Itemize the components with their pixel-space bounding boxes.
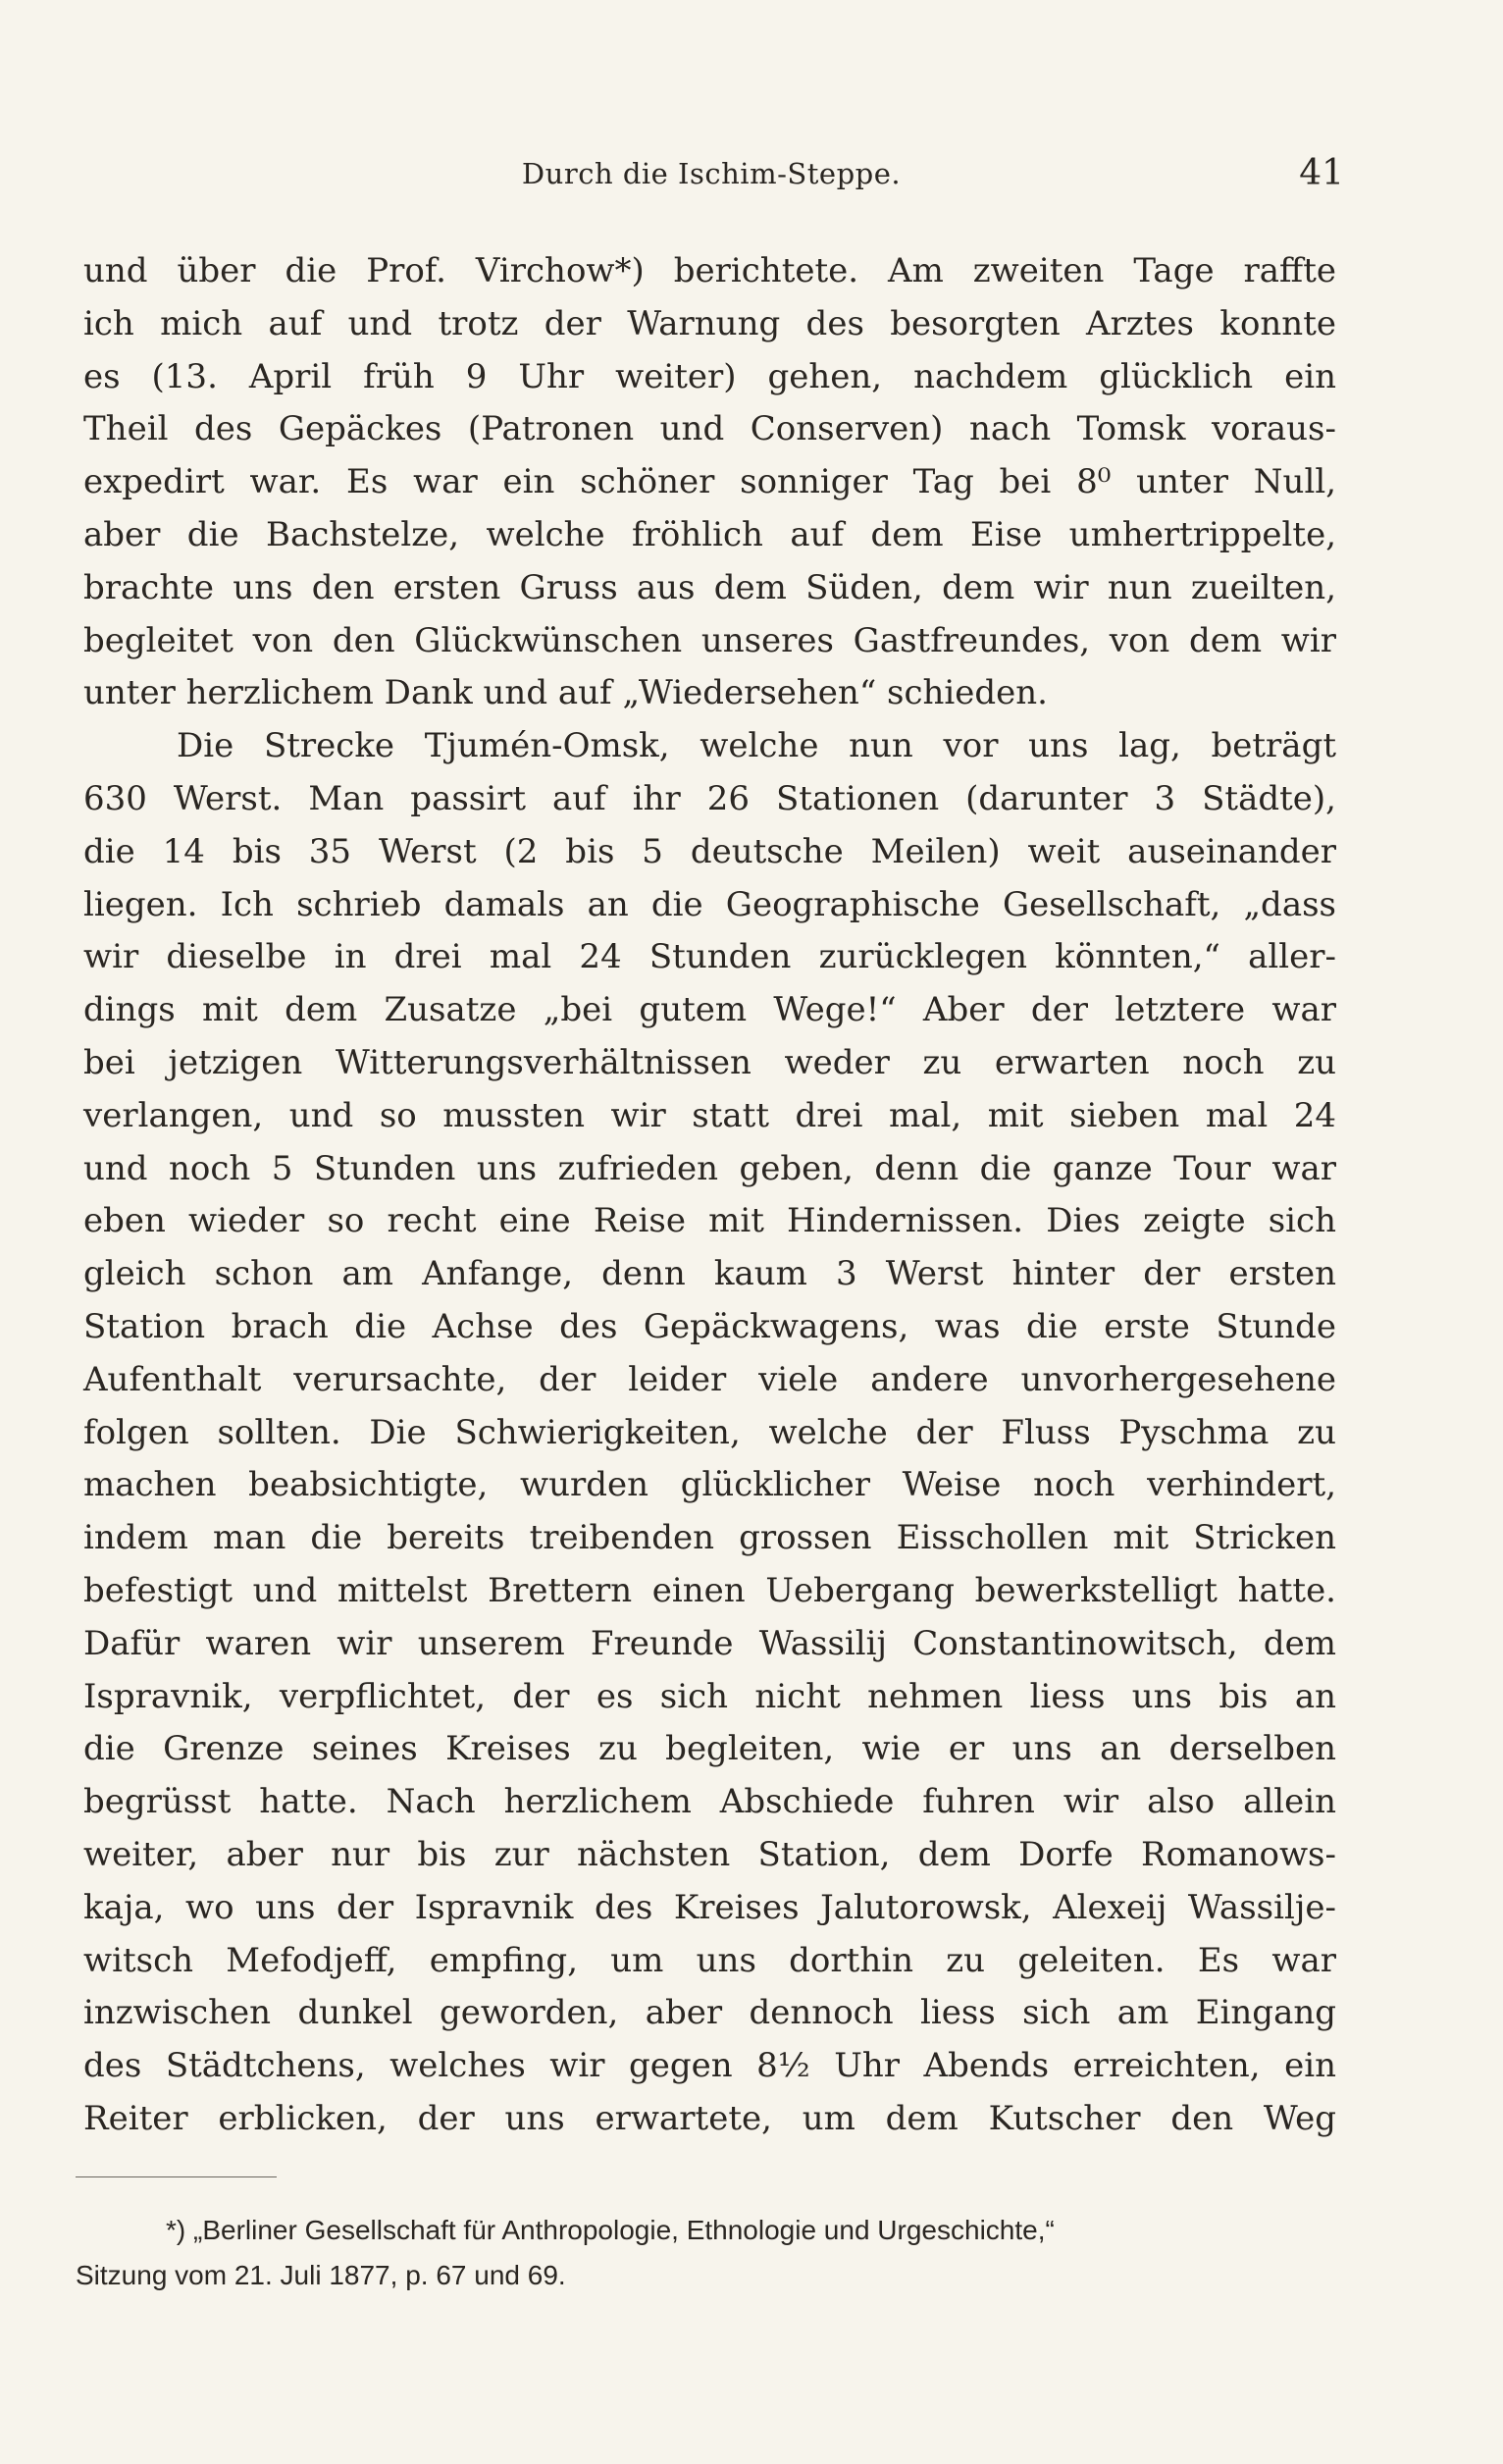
text-line: machen beabsichtigte, wurden glücklicher Weise noch verhindert, bbox=[83, 1465, 1336, 1505]
page-header bbox=[78, 153, 1344, 196]
text-line: kaja, wo uns der Ispravnik des Kreises Jalutorowsk, Alexeij Wassilje- bbox=[83, 1887, 1336, 1927]
text-line: eben wieder so recht eine Reise mit Hindernissen. Dies zeigte sich bbox=[83, 1201, 1336, 1241]
text-line: 630 Werst. Man passirt auf ihr 26 Stationen (darunter 3 Städte), bbox=[83, 778, 1336, 818]
text-line: begleitet von den Glückwünschen unseres Gastfreundes, von dem wir bbox=[83, 620, 1336, 660]
paragraph-first-line: Die Strecke Tjumén-Omsk, welche nun vor uns lag, beträgt bbox=[177, 726, 1336, 766]
page-number: 41 bbox=[1299, 153, 1344, 193]
footnote bbox=[76, 2208, 1341, 2298]
text-line: weiter, aber nur bis zur nächsten Station, dem Dorfe Romanows- bbox=[83, 1834, 1336, 1874]
text-line: die Grenze seines Kreises zu begleiten, wie er uns an derselben bbox=[83, 1729, 1336, 1769]
text-line: unter herzlichem Dank und auf „Wiedersehen“ schieden. bbox=[83, 673, 1048, 713]
text-line: begrüsst hatte. Nach herzlichem Abschiede fuhren wir also allein bbox=[83, 1782, 1336, 1822]
text-line: aber die Bachstelze, welche fröhlich auf dem Eise umhertrippelte, bbox=[83, 514, 1336, 554]
text-line: befestigt und mittelst Brettern einen Uebergang bewerkstelligt hatte. bbox=[83, 1570, 1336, 1610]
text-line: Reiter erblicken, der uns erwartete, um dem Kutscher den Weg bbox=[83, 2098, 1336, 2138]
text-line: Aufenthalt verursachte, der leider viele andere unvorhergesehene bbox=[83, 1359, 1336, 1399]
text-line: expedirt war. Es war ein schöner sonniger Tag bei 8⁰ unter Null, bbox=[83, 462, 1336, 502]
text-line: wir dieselbe in drei mal 24 Stunden zurücklegen könnten,“ aller- bbox=[83, 937, 1336, 977]
text-line: des Städtchens, welches wir gegen 8½ Uhr Abends erreichten, ein bbox=[83, 2046, 1336, 2086]
footnote-line: *) „Berliner Gesellschaft für Anthropologie, Ethnologie und Urgeschichte,“ bbox=[166, 2215, 1055, 2245]
text-line: Station brach die Achse des Gepäckwagens, was die erste Stunde bbox=[83, 1306, 1336, 1346]
text-line: brachte uns den ersten Gruss aus dem Süden, dem wir nun zueilten, bbox=[83, 567, 1336, 607]
text-line: Theil des Gepäckes (Patronen und Conserven) nach Tomsk voraus- bbox=[83, 409, 1336, 449]
text-line: indem man die bereits treibenden grossen Eisschollen mit Stricken bbox=[83, 1518, 1336, 1558]
text-line: Dafür waren wir unserem Freunde Wassilij Constantinowitsch, dem bbox=[83, 1623, 1336, 1663]
text-line: die 14 bis 35 Werst (2 bis 5 deutsche Meilen) weit auseinander bbox=[83, 831, 1336, 871]
text-line: ich mich auf und trotz der Warnung des besorgten Arztes konnte bbox=[83, 303, 1336, 343]
text-line: und über die Prof. Virchow*) berichtete. Am zweiten Tage raffte bbox=[83, 251, 1336, 290]
body-text bbox=[83, 245, 1336, 2146]
footnote-line: Sitzung vom 21. Juli 1877, p. 67 und 69. bbox=[76, 2260, 566, 2290]
text-line: liegen. Ich schrieb damals an die Geographische Gesellschaft, „dass bbox=[83, 884, 1336, 924]
running-title: Durch die Ischim-Steppe. bbox=[521, 157, 902, 190]
text-line: dings mit dem Zusatze „bei gutem Wege!“ Aber der letztere war bbox=[83, 990, 1336, 1030]
text-line: Ispravnik, verpflichtet, der es sich nicht nehmen liess uns bis an bbox=[83, 1676, 1336, 1716]
text-line: bei jetzigen Witterungsverhältnissen weder zu erwarten noch zu bbox=[83, 1042, 1336, 1082]
text-line: verlangen, und so mussten wir statt drei mal, mit sieben mal 24 bbox=[83, 1095, 1336, 1135]
text-line: es (13. April früh 9 Uhr weiter) gehen, nachdem glücklich ein bbox=[83, 356, 1336, 396]
footnote-divider bbox=[76, 2176, 277, 2177]
text-line: witsch Mefodjeff, empfing, um uns dorthin zu geleiten. Es war bbox=[83, 1940, 1336, 1980]
text-line: gleich schon am Anfange, denn kaum 3 Werst hinter der ersten bbox=[83, 1254, 1336, 1294]
text-line: und noch 5 Stunden uns zufrieden geben, denn die ganze Tour war bbox=[83, 1148, 1336, 1188]
text-line: folgen sollten. Die Schwierigkeiten, welche der Fluss Pyschma zu bbox=[83, 1412, 1336, 1452]
text-line: inzwischen dunkel geworden, aber dennoch liess sich am Eingang bbox=[83, 1993, 1336, 2033]
